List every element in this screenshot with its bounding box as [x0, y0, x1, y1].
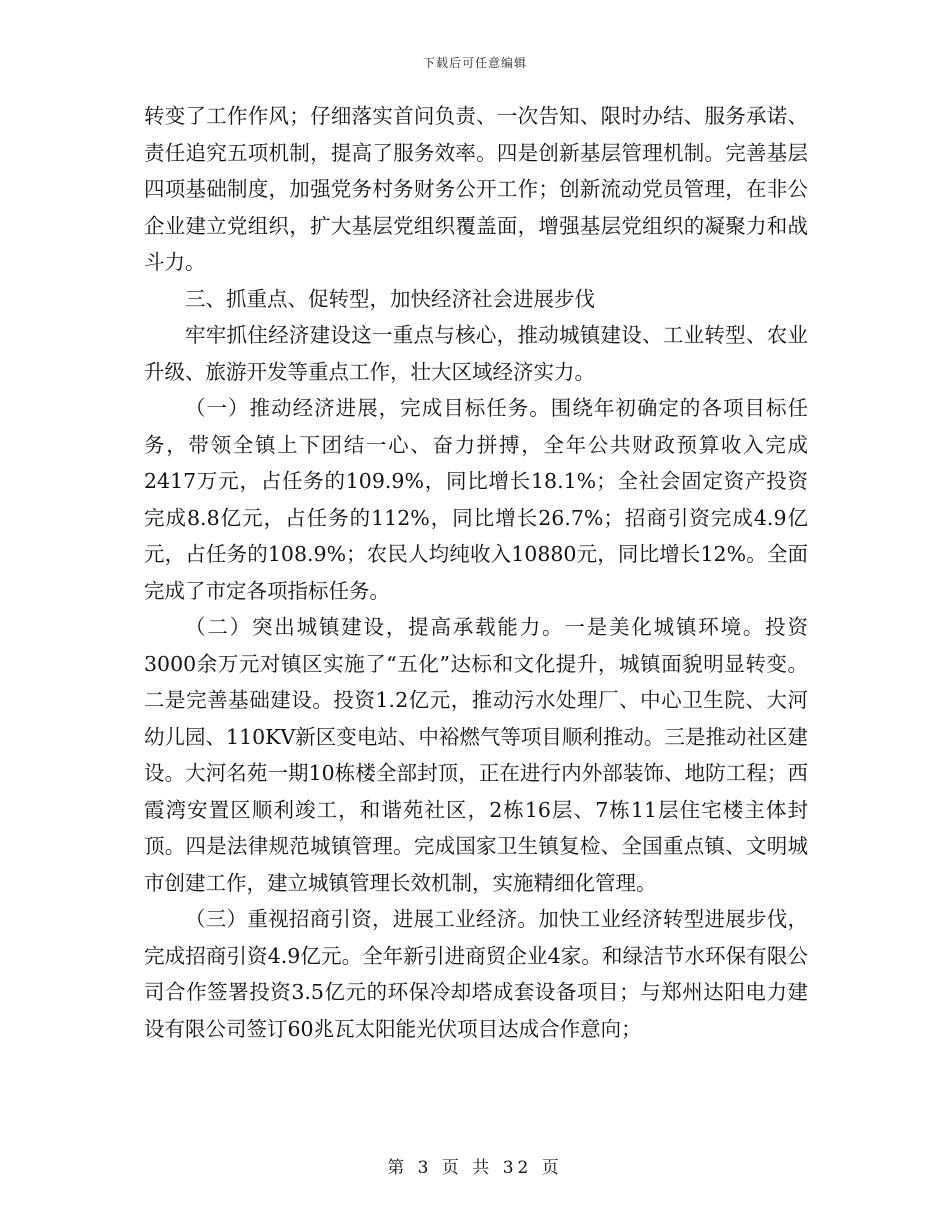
paragraph-intro: 牢牢抓住经济建设这一重点与核心，推动城镇建设、工业转型、农业升级、旅游开发等重点工作，壮大区域经济实力。	[144, 323, 808, 384]
paragraph-investment: （三）重视招商引资，进展工业经济。加快工业经济转型进展步伐，完成招商引资4.9亿元。全年新引进商贸企业4家。和绿洁节水环保有限公司合作签署投资3.5亿元的环保冷却塔成套设备项目；与郑州达阳电力建设有限公司签订60兆瓦太阳能光伏项目达成合作意向；	[144, 907, 808, 1041]
section-heading: 三、抓重点、促转型，加快经济社会进展步伐	[185, 286, 595, 311]
paragraph-urban: （二）突出城镇建设，提高承载能力。一是美化城镇环境。投资3000余万元对镇区实施了“五化”达标和文化提升，城镇面貌明显转变。二是完善基础建设。投资1.2亿元，推动污水处理厂、中心卫生院、大河幼儿园、110KV新区变电站、中裕燃气等项目顺利推动。三是推动社区建设。大河名苑一期10栋楼全部封顶，正在进行内外部装饰、地防工程；西霞湾安置区顺利竣工，和谐苑社区，2栋16层、7栋11层住宅楼主体封顶。四是法律规范城镇管理。完成国家卫生镇复检、全国重点镇、文明城市创建工作，建立城镇管理长效机制，实施精细化管理。	[144, 615, 808, 895]
page-number: 第 3 页 共 32 页	[387, 1158, 563, 1178]
page-header: 下载后可任意编辑	[422, 56, 527, 70]
paragraph-economy: （一）推动经济进展，完成目标任务。围绕年初确定的各项目标任务，带领全镇上下团结一心、奋力拼搏，全年公共财政预算收入完成2417万元，占任务的109.9%，同比增长18.1%；全社会固定资产投资完成8.8亿元，占任务的112%，同比增长26.7%；招商引资完成4.9亿元，占任务的108.9%；农民人均纯收入10880元，同比增长12%。全面完成了市定各项指标任务。	[144, 396, 808, 603]
paragraph-continuation: 转变了工作作风；仔细落实首问负责、一次告知、限时办结、服务承诺、责任追究五项机制，提高了服务效率。四是创新基层管理机制。完善基层四项基础制度，加强党务村务财务公开工作；创新流动党员管理，在非公企业建立党组织，扩大基层党组织覆盖面，增强基层党组织的凝聚力和战斗力。	[144, 104, 808, 274]
document-body	[144, 98, 808, 1047]
